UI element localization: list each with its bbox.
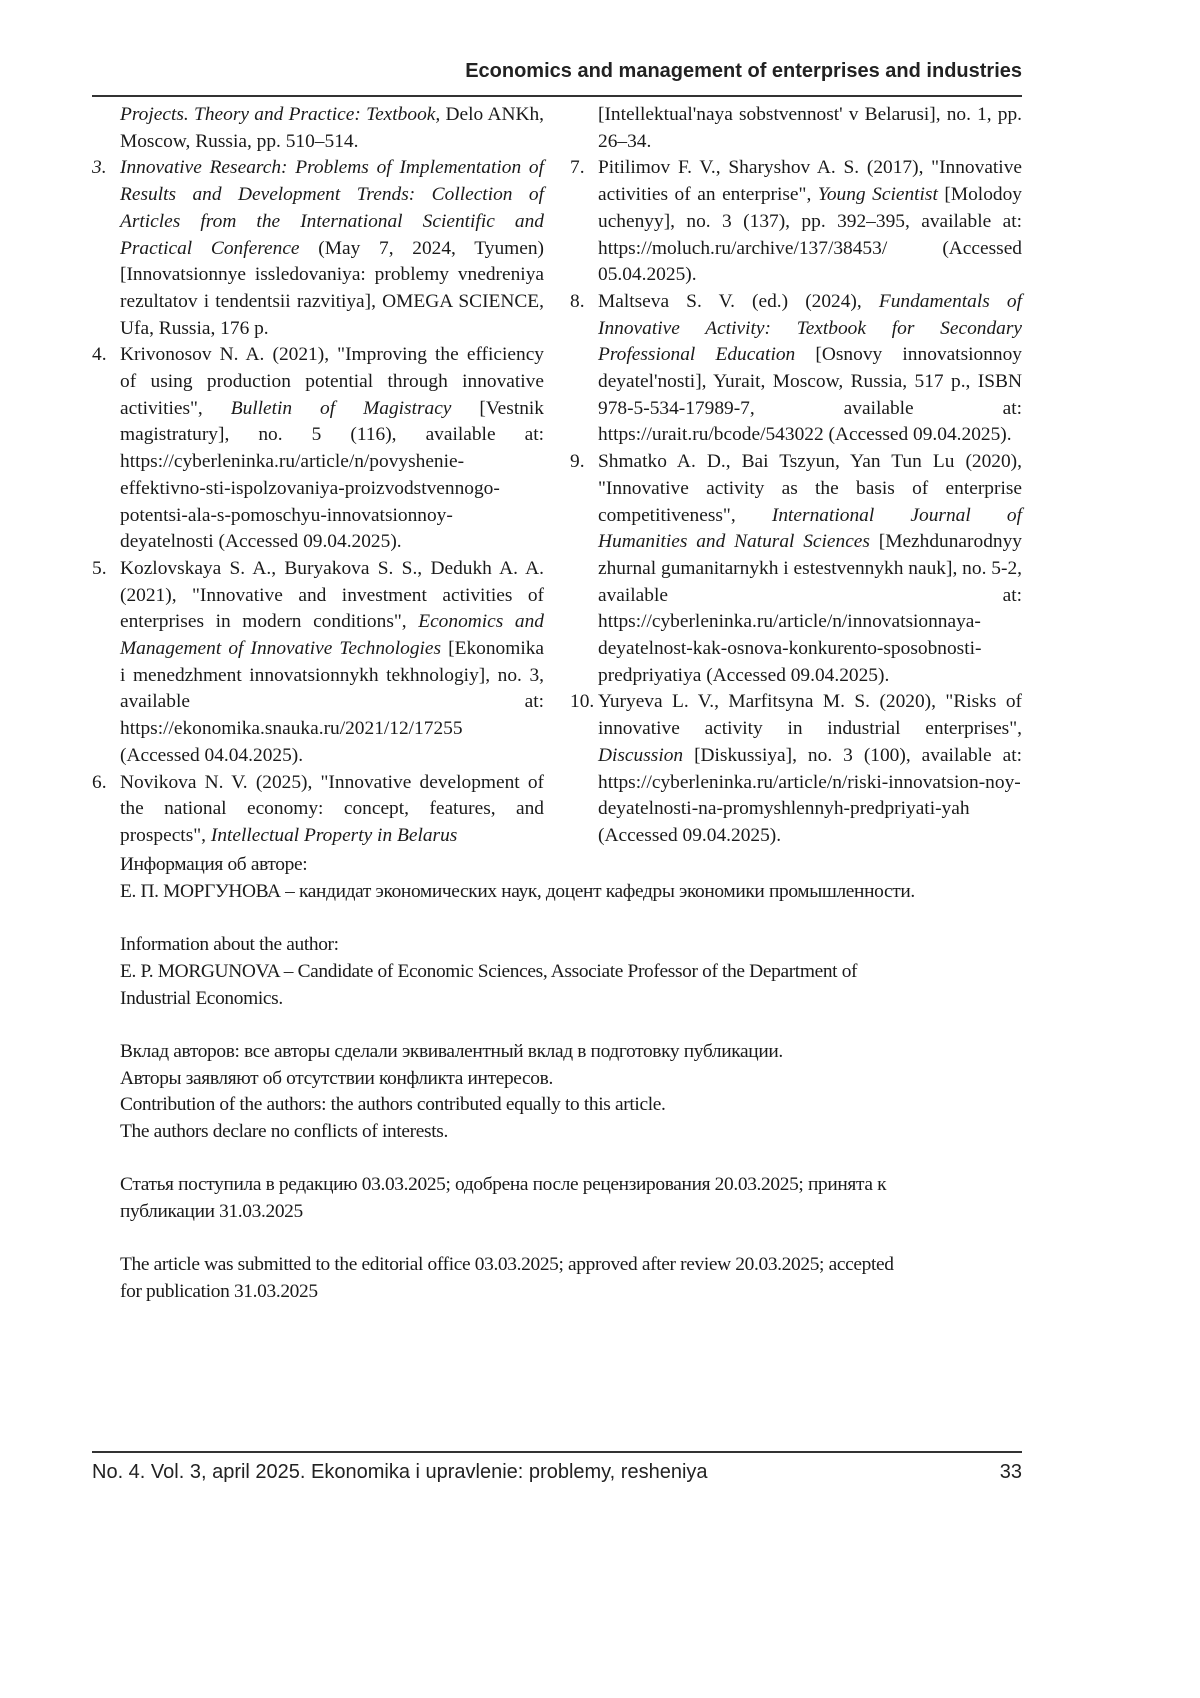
reference-number: 10. bbox=[570, 689, 594, 716]
reference-text: [Diskussiya], no. 3 (100), available at: https://cyberleninka.ru/article/n/riski-innovatsion-noy-deyatelnosti-na-promyshlennyh-predpriyati-yah (Accessed 09.04.2025). bbox=[598, 745, 1022, 846]
reference-item bbox=[570, 449, 1022, 689]
conflicts-ru: Авторы заявляют об отсутствии конфликта интересов. bbox=[120, 1066, 1020, 1093]
reference-item bbox=[92, 556, 544, 770]
references-right-column bbox=[570, 102, 1022, 850]
reference-text: [Intellektual'naya sobstvennost' v Belarusi], no. 1, pp. 26–34. bbox=[598, 104, 1022, 152]
history-ru-line2: публикации 31.03.2025 bbox=[120, 1199, 1020, 1226]
author-info-ru-heading: Информация об авторе: bbox=[120, 852, 1020, 879]
reference-title: Discussion bbox=[598, 745, 683, 766]
reference-item bbox=[570, 155, 1022, 289]
history-ru-line1: Статья поступила в редакцию 03.03.2025; одобрена после рецензирования 20.03.2025; принята к bbox=[120, 1172, 1020, 1199]
reference-text: Maltseva S. V. (ed.) (2024), bbox=[598, 291, 879, 312]
reference-title: Innovative Research: Problems of Implementation of Results and Development Trends: Collection of Articles from the International Scientific and Practical Conference bbox=[120, 157, 544, 258]
references-left-column bbox=[92, 102, 544, 850]
footer-rule bbox=[92, 1451, 1022, 1453]
reference-title: International Journal of Humanities and Natural Sciences bbox=[598, 505, 1022, 553]
footer-journal: No. 4. Vol. 3, april 2025. Ekonomika i upravlenie: problemy, resheniya bbox=[92, 1461, 708, 1484]
author-info-ru-text: Е. П. МОРГУНОВА – кандидат экономических наук, доцент кафедры экономики промышленности. bbox=[120, 879, 1020, 906]
reference-number: 8. bbox=[570, 289, 585, 316]
reference-number: 9. bbox=[570, 449, 585, 476]
reference-title: Bulletin of Magistracy bbox=[231, 398, 452, 419]
reference-number: 5. bbox=[92, 556, 107, 583]
reference-number: 7. bbox=[570, 155, 585, 182]
reference-item bbox=[92, 770, 544, 850]
reference-text: Yuryeva L. V., Marfitsyna M. S. (2020), "Risks of innovative activity in industrial enterprises", bbox=[598, 691, 1022, 739]
reference-item bbox=[92, 102, 544, 155]
reference-number: 3. bbox=[92, 155, 107, 182]
page-footer bbox=[92, 1461, 1022, 1484]
history-en-line1: The article was submitted to the editorial office 03.03.2025; approved after review 20.03.2025; accepted bbox=[120, 1252, 1020, 1279]
reference-text: Shmatko A. D., Bai Tszyun, Yan Tun Lu (2020), "Innovative activity as the basis of enterprise competitiveness", bbox=[598, 451, 1022, 525]
declarations bbox=[120, 1039, 1020, 1146]
author-info-en-heading: Information about the author: bbox=[120, 932, 1020, 959]
reference-text: Novikova N. V. (2025), "Innovative development of the national economy: concept, features, and prospects", bbox=[120, 772, 544, 846]
author-info-en-text-line2: Industrial Economics. bbox=[120, 986, 1020, 1013]
reference-text: [Mezhdunarodnyy zhurnal gumanitarnykh i estestvennykh nauk], no. 5-2, available at: https://cyberleninka.ru/article/n/innovatsionnaya-deyatelnost-kak-osnova-konkurento-sposobnosti-predpriyatiya (Accessed 09.04.2025). bbox=[598, 531, 1022, 686]
author-info-en bbox=[120, 932, 1020, 1012]
history-ru bbox=[120, 1172, 1020, 1225]
history-en-line2: for publication 31.03.2025 bbox=[120, 1279, 1020, 1306]
reference-item bbox=[92, 155, 544, 342]
contribution-ru: Вклад авторов: все авторы сделали эквивалентный вклад в подготовку публикации. bbox=[120, 1039, 1020, 1066]
reference-title: Fundamentals of Innovative Activity: Textbook for Secondary Professional Education bbox=[598, 291, 1022, 365]
reference-text: [Osnovy innovatsionnoy deyatel'nosti], Yurait, Moscow, Russia, 517 p., ISBN 978-5-534-17989-7, available at: https://urait.ru/bcode/543022 (Accessed 09.04.2025). bbox=[598, 344, 1022, 445]
article-info bbox=[120, 852, 1020, 1333]
reference-text: [Molodoy uchenyy], no. 3 (137), pp. 392–395, available at: https://moluch.ru/archive/137/38453/ (Accessed 05.04.2025). bbox=[598, 184, 1022, 285]
conflicts-en: The authors declare no conflicts of interests. bbox=[120, 1119, 1020, 1146]
page-number: 33 bbox=[1000, 1461, 1022, 1484]
reference-text: (May 7, 2024, Tyumen) [Innovatsionnye issledovaniya: problemy vnedreniya rezultatov i tendentsii razvitiya], OMEGA SCIENCE, Ufa, Russia, 176 p. bbox=[120, 238, 544, 339]
reference-title: Intellectual Property in Belarus bbox=[211, 825, 457, 846]
reference-number: 6. bbox=[92, 770, 107, 797]
reference-text: Delo ANKh, Moscow, Russia, pp. 510–514. bbox=[120, 104, 544, 152]
reference-text: Pitilimov F. V., Sharyshov A. S. (2017), "Innovative activities of an enterprise", bbox=[598, 157, 1022, 205]
reference-title: Projects. Theory and Practice: Textbook, bbox=[120, 104, 440, 125]
running-header: Economics and management of enterprises and industries bbox=[92, 60, 1022, 83]
reference-text: [Vestnik magistratury], no. 5 (116), available at: https://cyberleninka.ru/article/n/povyshenie-effektivno-sti-ispolzovaniya-proizvodstvennogo-potentsi-ala-s-pomoschyu-innovatsionnoy-deyatelnosti (Accessed 09.04.2025). bbox=[120, 398, 544, 553]
history-en bbox=[120, 1252, 1020, 1305]
reference-number: 4. bbox=[92, 342, 107, 369]
reference-text: Kozlovskaya S. A., Buryakova S. S., Dedukh A. A. (2021), "Innovative and investment activities of enterprises in modern conditions", bbox=[120, 558, 544, 632]
reference-title: Young Scientist bbox=[818, 184, 938, 205]
reference-item bbox=[570, 102, 1022, 155]
reference-text: Krivonosov N. A. (2021), "Improving the efficiency of using production potential through innovative activities", bbox=[120, 344, 544, 418]
reference-item bbox=[570, 689, 1022, 849]
author-info-ru bbox=[120, 852, 1020, 905]
header-rule bbox=[92, 95, 1022, 97]
reference-item bbox=[570, 289, 1022, 449]
reference-item bbox=[92, 342, 544, 556]
contribution-en: Contribution of the authors: the authors contributed equally to this article. bbox=[120, 1092, 1020, 1119]
author-info-en-text-line1: E. P. MORGUNOVA – Candidate of Economic Sciences, Associate Professor of the Department of bbox=[120, 959, 1020, 986]
reference-title: Economics and Management of Innovative Technologies bbox=[120, 611, 544, 659]
reference-text: [Ekonomika i menedzhment innovatsionnykh tekhnologiy], no. 3, available at: https://ekonomika.snauka.ru/2021/12/17255 (Accessed 04.04.2025). bbox=[120, 638, 544, 766]
